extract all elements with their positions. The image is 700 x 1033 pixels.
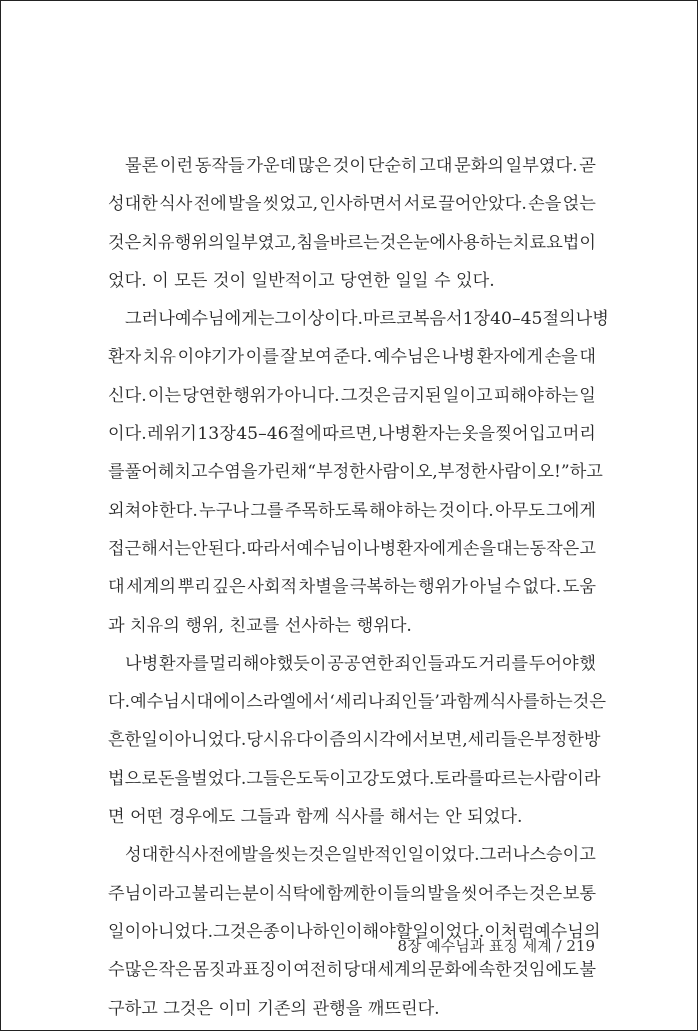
- paragraph-3-line: 다. 예수님 시대에 이스라엘에서 ‘세리나 죄인들’과 함께 식사를 하는 것은: [108, 692, 606, 713]
- paragraph-4-line: 구하고 그것은 이미 기존의 관행을 깨뜨린다.: [108, 998, 440, 1019]
- paragraph-4-line: 수많은 작은 몸짓과 표징이 여전히 당대 세계의 문화에 속한 것임에도 불: [108, 960, 596, 981]
- paragraph-4-line: 주님이라고 불리는 분이 식탁에 함께한 이들의 발을 씻어 주는 것은 보통: [108, 883, 596, 904]
- paragraph-2-line: 외쳐야 한다. 누구나 그를 주목하도록 해야 하는 것이다. 아무도 그에게: [108, 500, 596, 521]
- paragraph-2-line: 를 풀어 헤치고 수염을 가린 채 “부정한 사람이오, 부정한 사람이오!” 하고: [108, 462, 603, 483]
- paragraph-1-line: 성대한 식사 전에 발을 씻었고, 인사하면서 서로 끌어안았다. 손을 얹는: [108, 194, 596, 215]
- paragraph-3-line: 면 어떤 경우에도 그들과 함께 식사를 해서는 안 되었다.: [108, 807, 523, 828]
- running-footer: 8장 예수님과 표징 세계 / 219: [397, 937, 595, 955]
- paragraph-3-line: 흔한 일이 아니었다. 당시 유다이즘의 시각에서 보면, 세리들은 부정한 방: [108, 730, 601, 751]
- paragraph-1-line: 었다. 이 모든 것이 일반적이고 당연한 일일 수 있다.: [108, 270, 495, 291]
- paragraph-2-line: 신다. 이는 당연한 행위가 아니다. 그것은 금지된 일이고 피해야 하는 일: [108, 385, 596, 406]
- paragraph-2-line: 접근해서는 안 된다. 따라서 예수님이 나병 환자에게 손을 대는 동작은 고: [108, 538, 596, 559]
- paragraph-1-line: 물론 이런 동작들 가운데 많은 것이 단순히 고대 문화의 일부였다. 곧: [125, 156, 596, 176]
- paragraph-1-line: 것은 치유 행위의 일부였고, 침을 바르는 것은 눈에 사용하는 치료 요법이: [108, 232, 596, 253]
- paragraph-2-line: 환자 치유 이야기가 이를 잘 보여 준다. 예수님은 나병 환자에게 손을 대: [108, 347, 596, 368]
- paragraph-2-line: 대 세계의 뿌리 깊은 사회적 차별을 극복하는 행위가 아닐 수 없다. 도움: [108, 577, 596, 598]
- paragraph-2-line: 그러나 예수님에게는 그 이상이다. 마르코 복음서 1장 40–45절의 나병: [125, 309, 609, 330]
- paragraph-2-line: 이다. 레위기 13장 45–46절에 따르면, 나병 환자는 옷을 찢어 입고 머리: [108, 424, 596, 445]
- body-text: [108, 147, 609, 1028]
- paragraph-4-line: 일이 아니었다. 그것은 종이나 하인이 해야 할 일이었다. 이처럼 예수님의: [108, 921, 601, 942]
- paragraph-2-line: 과 치유의 행위, 친교를 선사하는 행위다.: [108, 615, 412, 636]
- paragraph-4-line: 성대한 식사 전에 발을 씻는 것은 일반적인 일이었다. 그러나 스승이고: [125, 845, 596, 866]
- paragraph-3-line: 법으로 돈을 벌었다. 그들은 도둑이고 강도였다. 토라를 따르는 사람이라: [108, 768, 601, 789]
- paragraph-3-line: 나병 환자를 멀리해야 했듯이 공공연한 죄인들과도 거리를 두어야 했: [125, 653, 596, 674]
